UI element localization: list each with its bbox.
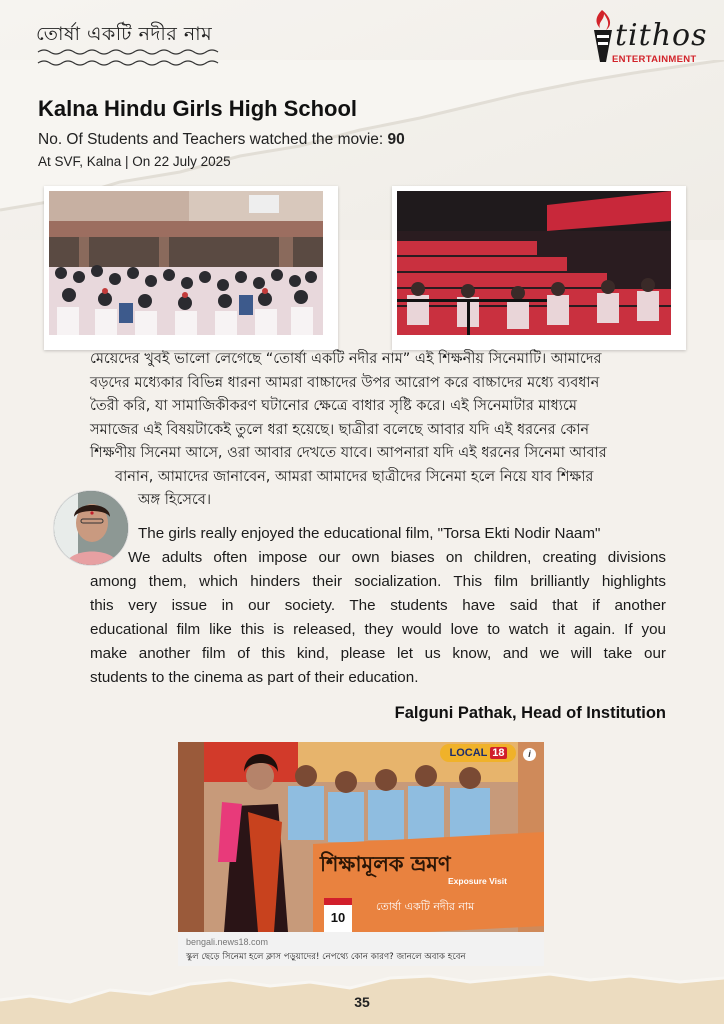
news-source[interactable]: bengali.news18.com (186, 937, 269, 947)
local18-badge (440, 744, 516, 762)
tithos-logo (590, 8, 708, 68)
bengali-line: মেয়েদের খুবই ভালো লেগেছে “তোর্ষা একটি নদীর নাম” এই শিক্ষনীয় সিনেমাটি। আমাদের (90, 351, 602, 367)
english-line: this very issue in our society. The students have said that if another (90, 597, 666, 614)
school-name: Kalna Hindu Girls High School (38, 96, 358, 121)
venue-date: At SVF, Kalna | On 22 July 2025 (38, 154, 231, 169)
bengali-line: অঙ্গ হিসেবে। (138, 492, 212, 508)
signature: Falguni Pathak, Head of Institution (394, 704, 666, 722)
attendance-value: 90 (387, 131, 405, 148)
badge-number: 18 (492, 747, 505, 759)
attendance-label: No. Of Students and Teachers watched the movie: (38, 131, 384, 148)
logo-wordmark: tithos (615, 18, 708, 53)
english-line: We adults often impose our own biases on children, creating divisions (128, 549, 666, 566)
bengali-line: বড়দের মধ্যেকার বিভিন্ন ধারনা আমরা বাচ্চাদের উপর আরোপ করে বাচ্চাদের মধ্যে ব্যবধান (90, 374, 600, 391)
banner-film-title: তোর্ষা একটি নদীর নাম (376, 900, 475, 913)
cinema-hall-image (397, 191, 671, 335)
english-line: among them, which hinders their socialization. This film brilliantly highlights (90, 573, 666, 590)
english-line: students to the cinema as part of their education. (90, 669, 419, 686)
bengali-line: বানান, আমাদের জানাবেন, আমরা আমাদের ছাত্রীদের সিনেমা হলে নিয়ে যাব শিক্ষার (115, 468, 594, 485)
school-crowd-image (49, 191, 323, 335)
attendance-count (38, 131, 405, 149)
bengali-line: শিক্ষণীয় সিনেমা আসে, ওরা আবার দেখতে যাবে। আপনারা যদি এই ধরনের সিনেমা আবার (90, 445, 607, 461)
english-line: The girls really enjoyed the educational film, "Torsa Ekti Nodir Naam" (138, 525, 601, 542)
photo-students-outside-school (44, 186, 338, 350)
testimonial-bengali (90, 348, 665, 513)
english-line: educational film like this is released, they would love to watch it again. If you (90, 621, 666, 638)
calendar-icon: 10 (324, 898, 352, 932)
film-title-bengali: তোর্ষা একটি নদীর নাম (36, 23, 213, 45)
photo-students-in-cinema (392, 186, 686, 350)
english-line: make another film of this kind, please let us know, and we will take our (90, 645, 666, 662)
news-headline[interactable]: স্কুল ছেড়ে সিনেমা হলে ক্লাস পড়ুয়াদের! নেপথ্যে কোন কারণ? জানলে অবাক হবেন (186, 952, 466, 962)
news-card[interactable] (178, 742, 544, 966)
info-icon[interactable]: i (523, 748, 536, 761)
wave-underline-icon (36, 46, 226, 68)
logo-subtitle: ENTERTAINMENT (612, 54, 697, 65)
news-image (178, 742, 544, 932)
page-number: 35 (354, 994, 370, 1010)
banner-subtitle: Exposure Visit (448, 876, 507, 886)
testimonial-english (90, 522, 666, 690)
bengali-line: তৈরী করি, যা সামাজিকীকরণ ঘটানোর ক্ষেত্রে বাধার সৃষ্টি করে। এই সিনেমাটার মাধ্যমে (90, 398, 577, 414)
badge-label: LOCAL (449, 747, 488, 759)
banner-text: শিক্ষামূলক ভ্রমণ (320, 852, 451, 876)
bottom-torn-paper-edge (0, 960, 724, 1024)
bengali-line: সমাজের এই বিষয়টাকেই তুলে ধরা হয়েছে। ছাত্রীরা বলেছে আবার যদি এই ধরনের কোন (90, 421, 590, 438)
